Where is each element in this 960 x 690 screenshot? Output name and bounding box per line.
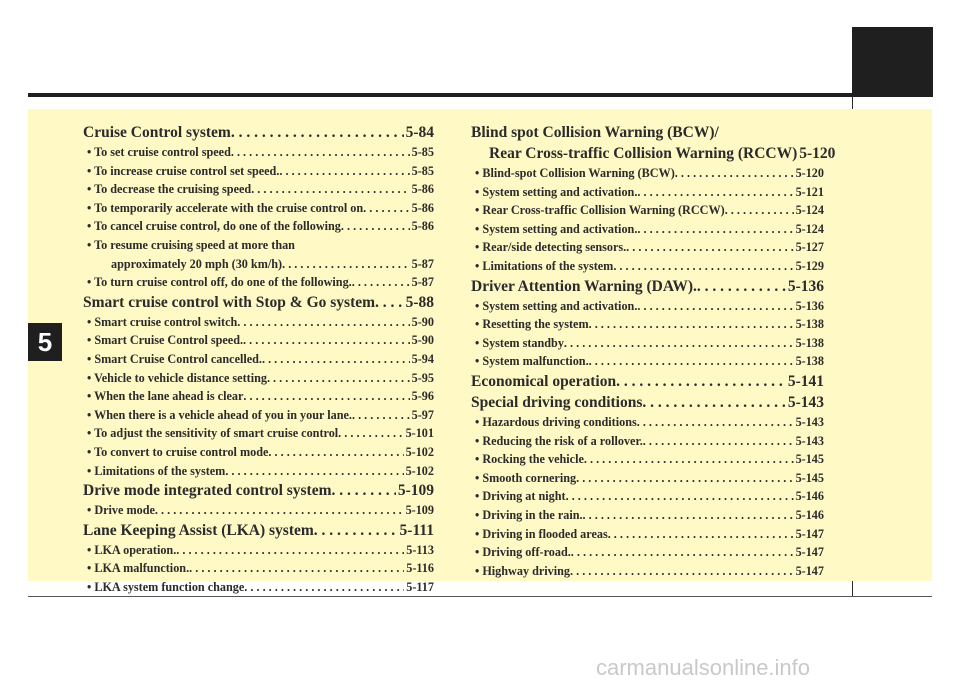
toc-leader-dots <box>176 541 404 560</box>
toc-entry-title: • When there is a vehicle ahead of you in your lane. <box>87 407 352 422</box>
toc-entry <box>83 541 434 560</box>
toc-entry <box>471 469 824 488</box>
toc-page-number: 5-127 <box>795 240 824 255</box>
toc-page-number: 5-138 <box>795 335 824 350</box>
toc-entry <box>471 450 824 469</box>
toc-entry-title: • Driving at night <box>475 489 566 504</box>
toc-entry-title: • Drive mode <box>87 503 155 518</box>
watermark: carmanualsonline.info <box>596 655 811 680</box>
toc-leader-dots <box>589 315 794 334</box>
toc-page-number: 5-124 <box>795 221 824 236</box>
toc-entry-title: • System standby <box>475 335 564 350</box>
toc-entry-title: • To convert to cruise control mode <box>87 444 269 459</box>
toc-entry-title: • System setting and activation. <box>475 184 638 199</box>
toc-entry-title: • Smart cruise control switch <box>87 314 238 329</box>
toc-page-number: 5-143 <box>795 433 824 448</box>
toc-entry <box>471 562 824 581</box>
toc-leader-dots <box>637 183 793 202</box>
toc-entry <box>471 392 824 413</box>
toc-leader-dots <box>637 220 793 239</box>
toc-entry <box>83 424 434 443</box>
toc-leader-dots <box>675 164 794 183</box>
toc-entry <box>471 257 824 276</box>
toc-entry-title: • To cancel cruise control, do one of the following <box>87 219 341 234</box>
toc-leader-dots <box>243 331 410 350</box>
toc-page-number: 5-121 <box>795 184 824 199</box>
toc-leader-dots <box>363 199 409 218</box>
toc-page-number: 5-113 <box>406 542 434 557</box>
toc-leader-dots <box>583 506 794 525</box>
toc-page-number: 5-136 <box>795 298 824 313</box>
toc-entry <box>83 199 434 218</box>
toc-leader-dots <box>564 334 794 353</box>
toc-entry-title: • When the lane ahead is clear <box>87 389 244 404</box>
toc-entry <box>83 501 434 520</box>
toc-page-number: 5-145 <box>795 470 824 485</box>
toc-leader-dots <box>637 413 794 432</box>
toc-page-number: 5-94 <box>411 351 434 366</box>
toc-page-number: 5-87 <box>411 275 434 290</box>
toc-entry-title: • To turn cruise control off, do one of the following. <box>87 275 352 290</box>
toc-leader-dots <box>589 352 794 371</box>
toc-page-number: 5-138 <box>795 354 824 369</box>
toc-entry <box>471 543 824 562</box>
toc-entry-title: • Driving in flooded areas <box>475 526 608 541</box>
toc-page-number: 5-96 <box>411 389 434 404</box>
toc-entry <box>83 480 434 501</box>
toc-leader-dots <box>268 443 403 462</box>
toc-page-number: 5-84 <box>405 124 434 141</box>
toc-page-number: 5-111 <box>399 521 434 539</box>
toc-entry <box>83 350 434 369</box>
toc-entry-title: • Rocking the vehicle <box>475 452 584 467</box>
toc-leader-dots <box>338 424 403 443</box>
toc-entry-title: approximately 20 mph (30 km/h) <box>111 256 283 271</box>
toc-page-number: 5-146 <box>795 489 824 504</box>
toc-entry-title: • Rear/side detecting sensors. <box>475 240 627 255</box>
toc-leader-dots <box>352 273 410 292</box>
toc-entry-title: Rear Cross-traffic Collision Warning (RCCW) <box>489 145 798 162</box>
toc-entry <box>83 387 434 406</box>
toc-entry-title: • Driving in the rain. <box>475 507 583 522</box>
toc-leader-dots <box>262 350 410 369</box>
toc-entry-title: • Hazardous driving conditions <box>475 414 637 429</box>
toc-leader-dots <box>616 371 786 392</box>
toc-entry <box>471 487 824 506</box>
toc-leader-dots <box>279 162 409 181</box>
toc-leader-dots <box>571 543 794 562</box>
toc-leader-dots <box>251 180 409 199</box>
toc-page-number: 5-147 <box>795 563 824 578</box>
toc-leader-dots <box>642 392 785 413</box>
toc-entry-title-line: • To resume cruising speed at more than <box>87 237 295 252</box>
toc-entry <box>83 292 434 313</box>
toc-entry <box>471 164 824 183</box>
toc-entry <box>83 406 434 425</box>
toc-entry <box>471 143 836 164</box>
toc-entry <box>83 313 434 332</box>
toc-entry <box>471 183 824 202</box>
toc-entry-title: • Vehicle to vehicle distance setting <box>87 370 267 385</box>
toc-entry-title: • To adjust the sensitivity of smart cruise control <box>87 426 339 441</box>
toc-page-number: 5-147 <box>795 526 824 541</box>
toc-page-number: 5-95 <box>411 370 434 385</box>
toc-entry-title: • System malfunction. <box>475 354 589 369</box>
toc-entry-title: Driver Attention Warning (DAW). <box>471 277 697 295</box>
toc-leader-dots <box>576 469 793 488</box>
toc-entry-title: Lane Keeping Assist (LKA) system <box>83 521 314 539</box>
toc-entry-title: • To increase cruise control set speed. <box>87 163 280 178</box>
toc-entry-title: Special driving conditions <box>471 393 643 411</box>
toc-entry-title: • Limitations of the system <box>475 258 614 273</box>
toc-entry-title: • Resetting the system <box>475 317 589 332</box>
toc-leader-dots <box>725 201 794 220</box>
toc-right-column <box>471 122 836 580</box>
toc-entry-title: • To set cruise control speed <box>87 145 231 159</box>
toc-entry-title: • Highway driving <box>475 563 571 578</box>
toc-entry-title: Cruise Control system <box>83 124 231 141</box>
toc-leader-dots <box>352 406 410 425</box>
toc-page-number: 5-90 <box>411 333 434 348</box>
toc-entry-title: • Smart Cruise Control speed. <box>87 333 244 348</box>
toc-leader-dots <box>243 387 409 406</box>
toc-page-number: 5-147 <box>795 545 824 560</box>
toc-leader-dots <box>626 238 793 257</box>
toc-entry <box>471 352 824 371</box>
toc-page-number: 5-90 <box>411 314 434 329</box>
toc-entry-title: • System setting and activation. <box>475 298 638 313</box>
toc-leader-dots <box>566 487 794 506</box>
toc-leader-dots <box>267 369 410 388</box>
toc-leader-dots <box>341 217 410 236</box>
toc-entry <box>83 559 434 578</box>
toc-leader-dots <box>314 520 398 541</box>
toc-entry <box>471 371 824 392</box>
toc-entry <box>83 162 434 181</box>
toc-leader-dots <box>375 292 404 313</box>
toc-page-number: 5-85 <box>411 145 434 159</box>
toc-leader-dots <box>697 276 786 297</box>
toc-entry <box>471 506 824 525</box>
toc-entry <box>83 180 434 199</box>
toc-page-number: 5-86 <box>411 219 434 234</box>
toc-entry-title: • LKA operation. <box>87 542 177 557</box>
chapter-tab-block <box>852 27 933 97</box>
toc-entry <box>471 315 824 334</box>
toc-page-number: 5-138 <box>795 317 824 332</box>
toc-page-number: 5-86 <box>411 182 434 197</box>
toc-entry <box>471 201 824 220</box>
toc-page-number: 5-116 <box>406 561 434 576</box>
toc-page-number: 5-88 <box>405 293 434 311</box>
toc-leader-dots <box>225 462 403 481</box>
toc-entry <box>83 520 434 541</box>
toc-entry <box>83 273 434 292</box>
toc-entry-title: • System setting and activation. <box>475 221 638 236</box>
toc-page-number: 5-143 <box>795 414 824 429</box>
toc-leader-dots <box>643 432 794 451</box>
chapter-badge: 5 <box>28 323 62 361</box>
toc-left-column <box>83 122 434 596</box>
toc-entry <box>83 443 434 462</box>
toc-page-number: 5-145 <box>795 452 824 467</box>
toc-entry <box>471 276 824 297</box>
toc-entry <box>83 122 434 143</box>
toc-page-number: 5-97 <box>411 407 434 422</box>
toc-page-number: 5-129 <box>795 258 824 273</box>
toc-entry <box>471 220 824 239</box>
toc-page-number: 5-136 <box>787 277 824 295</box>
toc-page-number: 5-117 <box>406 579 434 594</box>
toc-leader-dots <box>570 562 794 581</box>
toc-leader-dots <box>237 313 409 332</box>
toc-page-number: 5-141 <box>787 372 824 390</box>
toc-entry <box>83 255 434 274</box>
toc-leader-dots <box>155 501 404 520</box>
toc-entry <box>471 297 824 316</box>
toc-leader-dots <box>231 143 410 162</box>
toc-entry-title: • LKA malfunction. <box>87 561 190 576</box>
toc-page-number: 5-120 <box>795 166 824 180</box>
top-rule <box>28 93 932 97</box>
toc-page-number: 5-109 <box>405 503 434 518</box>
toc-page-number: 5-102 <box>405 463 434 478</box>
toc-page-number: 5-101 <box>405 426 434 441</box>
toc-entry-title: • Reducing the risk of a rollover. <box>475 433 643 448</box>
toc-entry-title: • Blind-spot Collision Warning (BCW) <box>475 166 675 180</box>
toc-entry-title: • To temporarily accelerate with the cruise control on <box>87 200 364 215</box>
toc-entry-title: Drive mode integrated control system <box>83 482 332 500</box>
toc-entry <box>83 217 434 236</box>
toc-entry-title: • Rear Cross-traffic Collision Warning (RCCW) <box>475 203 725 218</box>
toc-entry-title: • Driving off-road. <box>475 545 571 560</box>
toc-page-number: 5-85 <box>411 163 434 178</box>
toc-entry <box>471 525 824 544</box>
toc-page-number: 5-102 <box>405 444 434 459</box>
toc-leader-dots <box>189 559 404 578</box>
toc-page-number: 5-109 <box>397 482 434 500</box>
toc-page-number: 5-124 <box>795 203 824 218</box>
toc-entry <box>83 143 434 162</box>
toc-page-number: 5-146 <box>795 507 824 522</box>
toc-page-number: 5-143 <box>787 393 824 411</box>
toc-entry <box>471 413 824 432</box>
toc-entry <box>471 238 824 257</box>
toc-leader-dots <box>637 297 793 316</box>
toc-leader-dots <box>244 578 404 597</box>
toc-entry-title: • LKA system function change <box>87 579 245 594</box>
toc-page-number: 5-120 <box>799 145 836 162</box>
toc-leader-dots <box>231 122 404 143</box>
toc-entry-title: Economical operation <box>471 372 617 390</box>
toc-leader-dots <box>332 480 396 501</box>
toc-entry <box>83 462 434 481</box>
toc-entry <box>471 334 824 353</box>
toc-leader-dots <box>584 450 794 469</box>
toc-entry <box>83 331 434 350</box>
toc-entry <box>471 432 824 451</box>
toc-entry-title: • Smart Cruise Control cancelled. <box>87 351 262 366</box>
toc-leader-dots <box>613 257 793 276</box>
toc-entry-title: • To decrease the cruising speed <box>87 182 252 197</box>
toc-entry-title: • Limitations of the system <box>87 463 226 478</box>
toc-page-number: 5-86 <box>411 200 434 215</box>
toc-entry <box>83 369 434 388</box>
toc-leader-dots <box>282 255 410 274</box>
toc-leader-dots <box>608 525 794 544</box>
toc-entry-title: • Smooth cornering <box>475 470 577 485</box>
toc-entry-title: Smart cruise control with Stop & Go system <box>83 293 376 311</box>
toc-page-number: 5-87 <box>411 256 434 271</box>
toc-entry <box>83 578 434 597</box>
toc-section-title-line: Blind spot Collision Warning (BCW)/ <box>471 124 719 141</box>
